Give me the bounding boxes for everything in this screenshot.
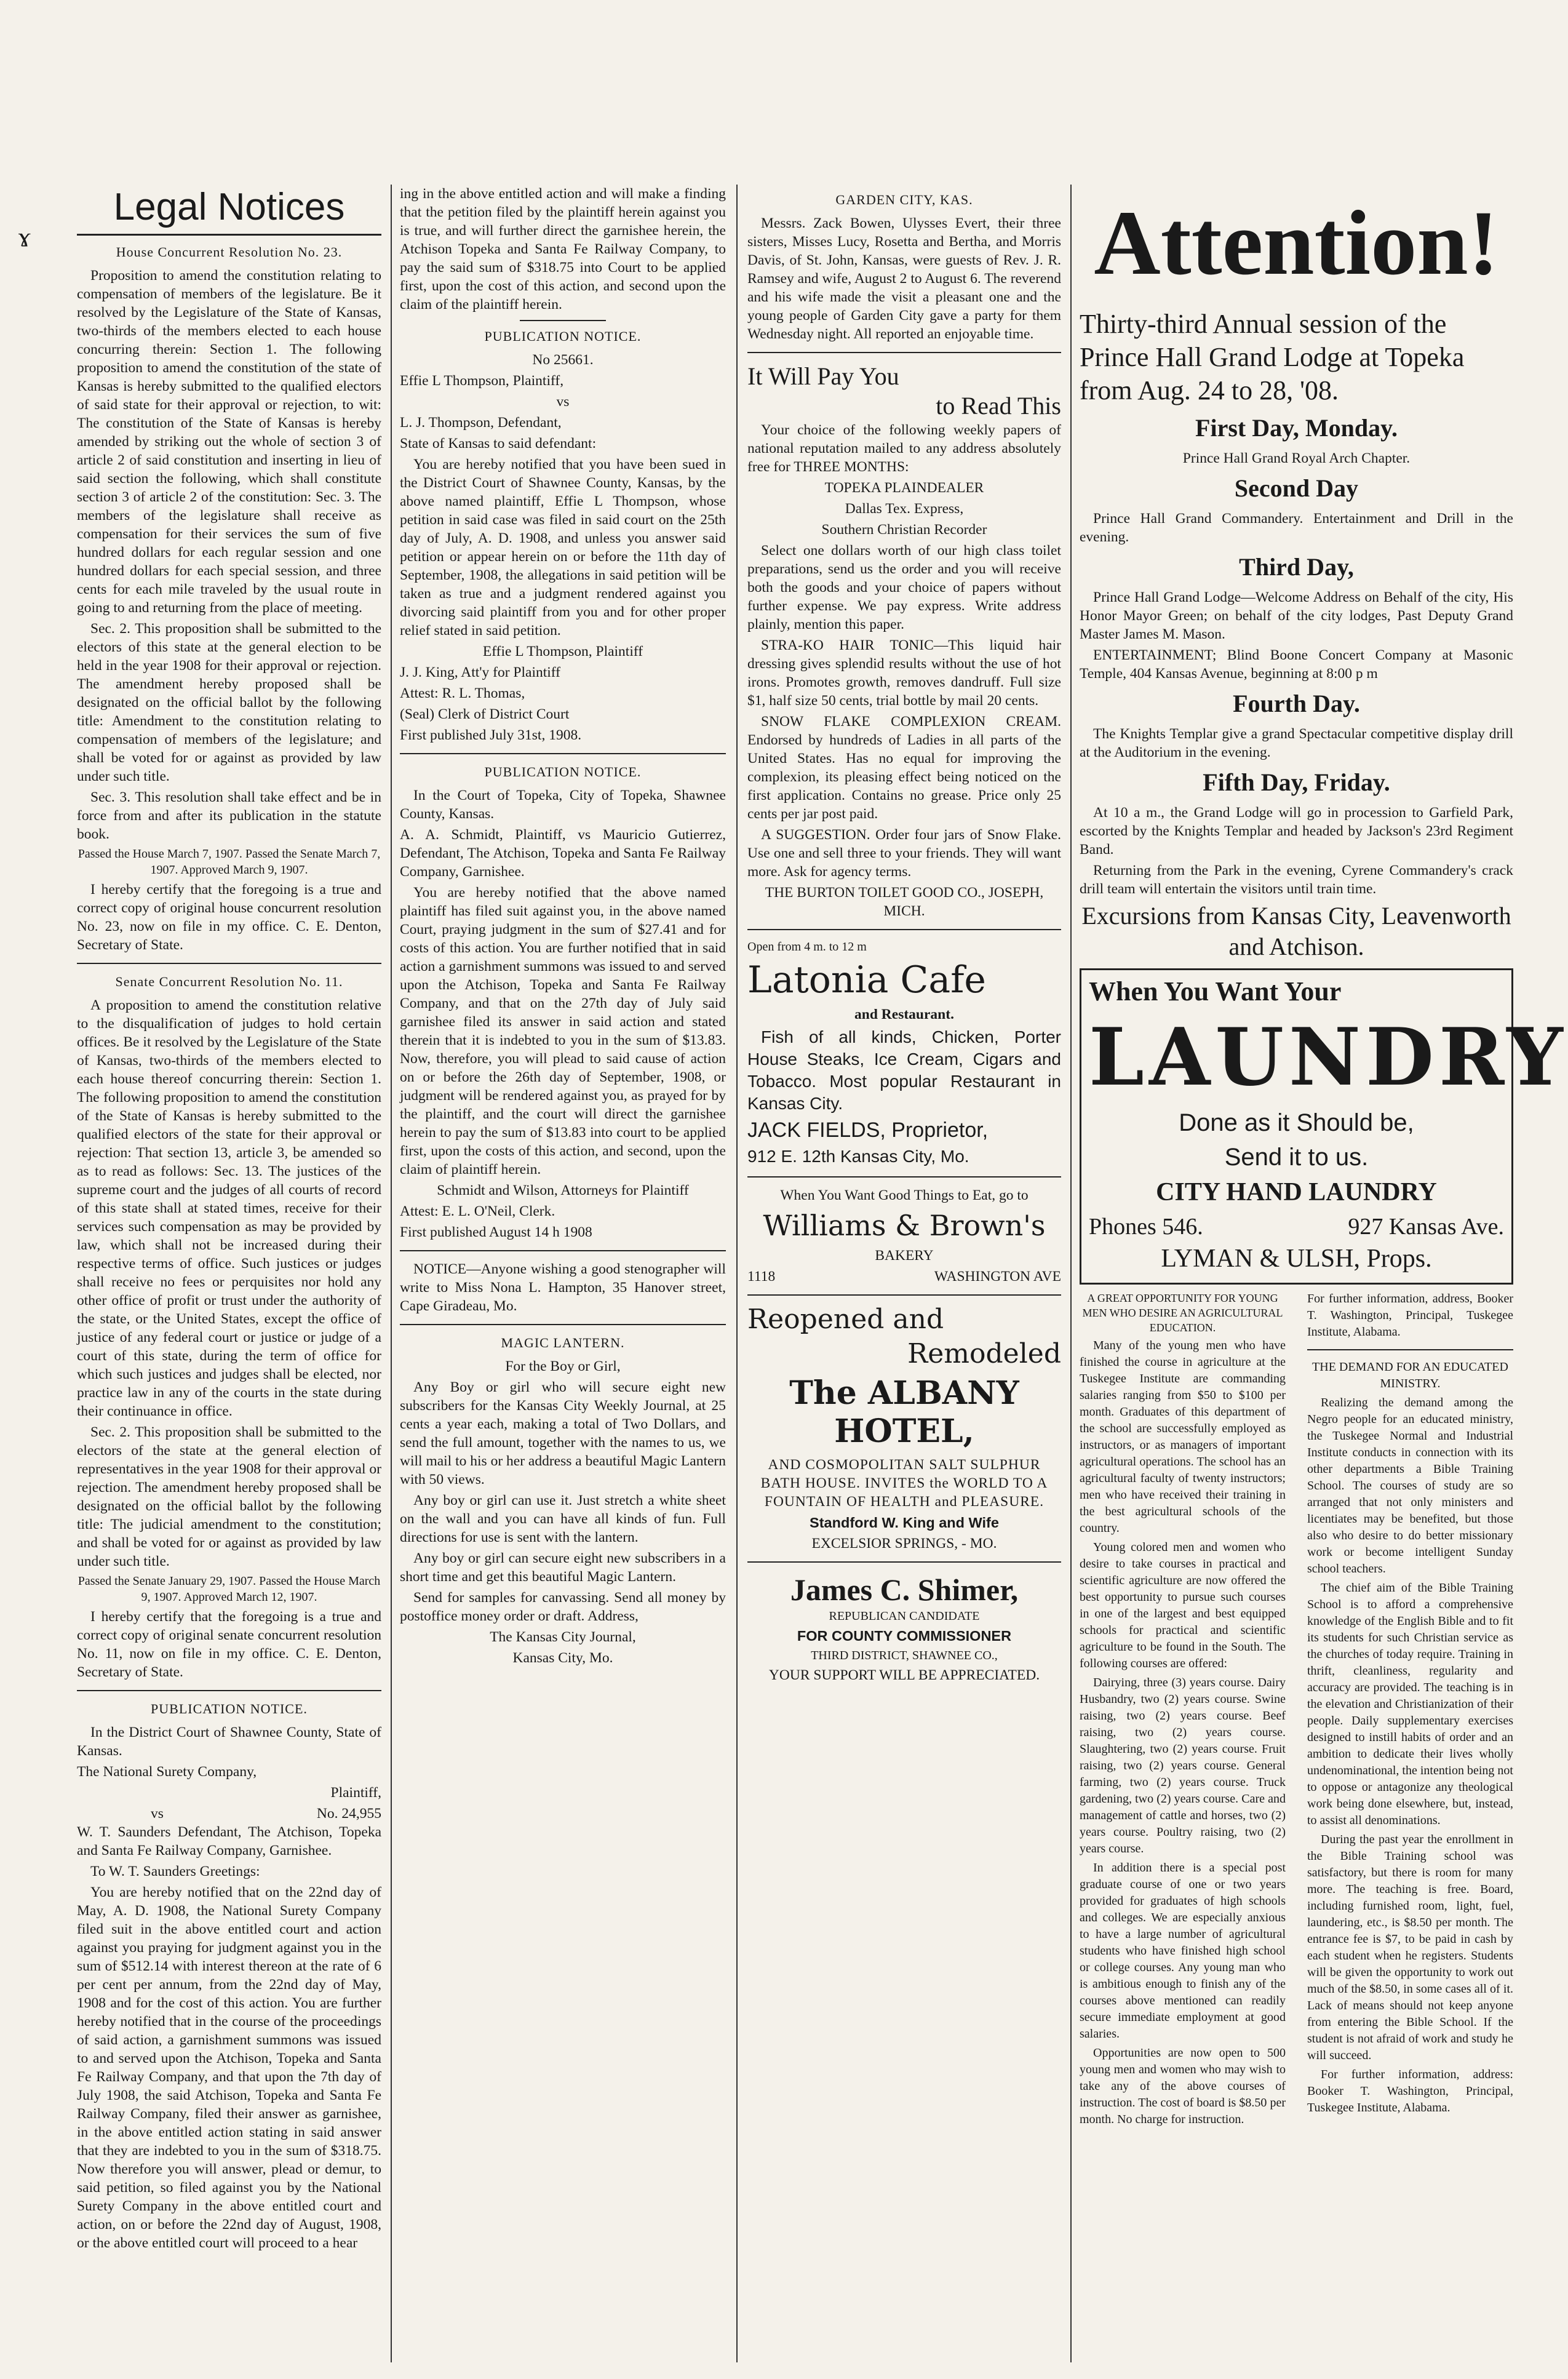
publication-notice-body: You are hereby notified that on the 22nd day of May, A. D. 1908, the National Surety Company filed suit in the above entitled court and action against you praying for judgment against you in the sum of $512.14 with interest thereon at the rate of 6 per cent per annum, from the 22nd day of May, 1908 and for the cost of this action. You are further hereby notified that in the course of the proceedings of said action, a garnishment summons was issued to and served upon the Atchison, Topeka and Santa Fe Railway Company, and that upon the 7th day of July 1908, the said Atchison, Topeka and Santa Fe Railway Company, filed their answer as garnishee, in the above entitled action stating in said answer that they are indebted to you in the sum of $318.75. Now therefore you will answer, plead or demur, to said petition, so filed against you by the National Surety Company in the above entitled court and action, on or before the 22nd day of August, 1908, or the above entitled court will proceed to a hear [77,1884,381,2251]
pay-you-body: Your choice of the following weekly papers of national reputation mailed to any address absolutely free for THREE MONTHS: [747,422,1061,475]
bakery-tagline: When You Want Good Things to Eat, go to [780,1187,1029,1203]
day-2-body: Prince Hall Grand Commandery. Entertainment and Drill in the evening. [1080,511,1513,545]
albany-hotel-name: The ALBANY HOTEL, [789,1374,1019,1450]
scr11-body: A proposition to amend the constitution relative to the disqualification of judges to hold certain offices. Be it resolved by the Legislature of the State of Kansas, two-thirds of the members elected to each house thereof concurring therein: Section 1. The following proposition to amend the constitution of the State of Kansas is hereby submitted to the qualified electors of the state for their approval or rejection: That section 13, article 3, be amended so as to read as follows: Sec. 13. The justices of the supreme court and the judges of all courts of record of this state shall at stated times, receive for their services such compensation as may be provided by law, which shall not be increased during their respective terms of office. Such justices or judges shall receive no fees or perquisites nor hold any other office of profit or trust under the authority of the state, or the United States, except the office of justice of any federal court or justice or judge of a court of this state, during the term of office for which such justices and judges shall be elected, nor practice law in any of the courts in the state during their continuance in office. [77,997,381,1419]
day-1-heading: First Day, Monday. [1195,414,1398,442]
laundry-heading: LAUNDRY [1089,1011,1568,1104]
day-5-body-2: Returning from the Park in the evening, Cyrene Commandery's crack drill team will entertain the visitors until train time. [1080,863,1513,897]
publication-notice-2-seal: (Seal) Clerk of District Court [400,706,570,722]
laundry-ad [1080,968,1568,1285]
column-notices [400,185,726,2362]
publication-notice-2-signature: Effie L Thompson, Plaintiff [482,644,643,660]
scr11-passed: Passed the Senate January 29, 1907. Passed the House March 9, 1907. Approved March 12, 1907. [78,1574,381,1604]
versus-label: vs [151,1806,164,1822]
shimer-name: James C. Shimer, [790,1572,1019,1607]
publication-notice-2-body: You are hereby notified that you have been sued in the District Court of Shawnee County, Kansas, by the above named plaintiff, Effie L Thompson, whose petition in said case was filed in said court on the 25th day of July, A. D. 1908, and unless you answer said petition or appear herein on or before the 11th day of September, 1908, the allegations in said petition will be taken as true and a judgment rendered against you divorcing said plaintiff from you and for other proper relief stated in said petition. [400,456,726,639]
strako-ad: STRA-KO HAIR TONIC—This liquid hair dressing gives splendid results without the use of hot irons. Promotes growth, removes dandruff. Full size $1, half size 50 cents, trial bottle by mail 20 cents. [747,637,1061,709]
scr11-section-2: Sec. 2. This proposition shall be submitted to the electors of the state at the general election of representatives in the year 1908 for their approval or rejection. The amendment hereby proposed shall be designated on the official ballot by the following title: The judicial amendment to the constitution; and shall be voted for or against as provided by law under such title. [77,1424,381,1569]
bakery-address [747,1267,1061,1286]
publication-notice-court: In the District Court of Shawnee County, State of Kansas. [77,1724,381,1759]
hotel-reopened: Reopened and [747,1304,944,1335]
magic-lantern-address-2: Kansas City, Mo. [512,1650,613,1666]
tuskegee-contact: For further information, address, Booker T. Washington, Principal, Tuskegee Institute, Alabama. [1307,1292,1513,1339]
pay-you-body-2: Select one dollars worth of our high class toilet preparations, send us the order and you will receive both the goods and your choice of papers without further expense. We pay express. Write address plainly, mention this paper. [747,543,1061,632]
shimer-candidate: REPUBLICAN CANDIDATE [829,1609,980,1623]
tuskegee-section [1080,1291,1513,2126]
column-rule [391,185,392,2362]
divider [400,1324,726,1325]
publication-notice-2-number: No 25661. [532,352,594,368]
laundry-line-2: Send it to us. [1224,1144,1369,1171]
day-5-body-1: At 10 a m., the Grand Lodge will go in procession to Garfield Park, escorted by the Knights Templar and headed by Jackson's 23rd Regiment Band. [1080,805,1513,858]
ministry-contact: For further information, address: Booker T. Washington, Principal, Tuskegee Institute, Alabama. [1307,2068,1513,2114]
divider [747,929,1061,930]
publication-notice-2-first-published: First published July 31st, 1908. [400,727,582,743]
snow-flake-ad: SNOW FLAKE COMPLEXION CREAM. Endorsed by hundreds of Ladies in all parts of the United States. Has no equal for improving the complexion, its pleasing effect being noticed on the first application. Contains no grease. Price only 25 cents per jar post paid. [747,714,1061,822]
ministry-body-3: During the past year the enrollment in the Bible Training school was satisfactory, but there is room for many more. The teaching is free. Board, including furnished room, light, fuel, laundering, etc., is $8.50 per month. The entrance fee is $7, to be paid in cash by each student when he registers. Students will be given the opportunity to work out much of the $8.50, in some cases all of it. Lack of means should not keep anyone from entering the Bible School. If the student is not afraid of work and study he will succeed. [1307,1833,1513,2062]
ministry-body-2: The chief aim of the Bible Training School is to afford a comprehensive knowledge of the English Bible and to fit its students for such Christian service as the churches of today require. Training in thrift, cleanliness, regularity and accuracy are provided. The teaching is in the elevation and Christianization of their people. Daily supplementary exercises designed to instill habits of order and an ambition to dedicate their lives wholly undenominational, the intention being not to oppose or antagonize any theological work being done elsewhere, but, instead, to assist all denominations. [1307,1581,1513,1827]
paper-dallas-express: Dallas Tex. Express, [845,501,964,517]
latonia-subheading: and Restaurant. [854,1006,954,1022]
column-rule [736,185,738,2362]
publication-notice-2-heading: PUBLICATION NOTICE. [484,329,642,344]
tuskegee-body-1: Many of the young men who have finished the course in agriculture at the Tuskegee Institute are commanding salaries ranging from $50 to $100 per month. Graduates of this department of the school are successfully employed as instructors, or as managers of important agricultural operations. The school has an agricultural faculty of twenty instructors; men who have received their training in the best agricultural schools of the country. [1080,1339,1286,1535]
bakery-address-number: 1118 [747,1269,776,1285]
publication-notice-plaintiff-label: Plaintiff, [330,1785,381,1801]
divider [77,1690,381,1691]
column-legal-notices [77,185,381,2362]
day-1-body: Prince Hall Grand Royal Arch Chapter. [1182,450,1411,466]
hotel-owner: Standford W. King and Wife [810,1515,999,1531]
column-rule [1070,185,1072,2362]
divider [747,352,1061,353]
publication-notice-heading: PUBLICATION NOTICE. [151,1701,308,1716]
publication-notice-3-signature: Schmidt and Wilson, Attorneys for Plaintiff [437,1182,689,1198]
divider [747,1561,1061,1563]
hcr23-body: Proposition to amend the constitution relating to compensation of members of the legislature. Be it resolved by the Legislature of the State of Kansas, two-thirds of the members elected to each house concurring therein: Section 1. The following proposition to amend the constitution of the state of Kansas is hereby submitted to the qualified electors of said state for their approval or rejection, to wit: The constitution of the State of Kansas is hereby amended by striking out the whole of section 3 of article 2 of said constitution and inserting in lieu of said section the following, which shall constitute section 3 of article 2 of the constitution: Sec. 3. The members of the legislature shall receive as compensation for their services the sum of five hundred dollars for each regular session and one hundred dollars for each special session, and three cents for each mile traveled by the usual route in going to and returning from the place of meeting. [77,268,381,616]
divider [400,753,726,754]
publication-notice-3-court: In the Court of Topeka, City of Topeka, Shawnee County, Kansas. [400,787,726,822]
tuskegee-body-5: Opportunities are now open to 500 young men and women who may wish to take any of the above courses of instruction. The cost of board is $8.50 per month. No charge for instruction. [1080,2046,1286,2126]
laundry-tagline: When You Want Your [1089,976,1342,1006]
ministry-body-1: Realizing the demand among the Negro people for an educated ministry, the Tuskegee Normal and Industrial Institute conducts in connection with its other departments a Bible Training School. The courses of study are so arranged that not only ministers and licentiates may be benefited, but those also who desire to do better missionary work or become intelligent Sunday school teachers. [1307,1396,1513,1576]
laundry-proprietors: LYMAN & ULSH, Props. [1161,1245,1432,1273]
publication-notice-3-attest: Attest: E. L. O'Neil, Clerk. [400,1203,555,1219]
shimer-office: FOR COUNTY COMMISSIONER [797,1628,1012,1644]
educated-ministry-ad [1307,1291,1513,2119]
attention-subheading: Thirty-third Annual session of the Prince Hall Grand Lodge at Topeka from Aug. 24 to 28, '08. [1080,309,1465,405]
magic-lantern-address-1: The Kansas City Journal, [490,1629,636,1645]
day-3-heading: Third Day, [1239,553,1354,581]
latonia-hours: Open from 4 m. to 12 m [747,940,867,954]
laundry-address: 927 Kansas Ave. [1348,1214,1504,1240]
garden-city-body: Messrs. Zack Bowen, Ulysses Evert, their three sisters, Misses Lucy, Rosetta and Bertha, and Morris Davis, of St. John, Kansas, were guests of Rev. J. R. Ramsey and wife, August 2 to August 6. The reverend and his wife made the visit a pleasant one and the young people of Garden City gave a party for them Wednesday night. All reported an enjoyable time. [747,215,1061,342]
pay-you-heading-2: to Read This [936,392,1061,420]
laundry-company-name: CITY HAND LAUNDRY [1156,1178,1437,1206]
latonia-proprietor: JACK FIELDS, Proprietor, [747,1118,989,1142]
tuskegee-body-3: Dairying, three (3) years course. Dairy Husbandry, two (2) years course. Swine raising, two (2) years course. Beef raising, two (2) years course. Slaughtering, two (2) years course. Fruit raising, two (2) years course. General farming, two (2) years course. Truck gardening, two (2) years course. Care and management of cattle and horses, two (2) years course. Poultry raising, two (2) years course. [1080,1676,1286,1855]
publication-notice-2-versus: vs [556,394,570,410]
day-2-heading: Second Day [1234,474,1359,502]
publication-notice-3-body: You are hereby notified that the above named plaintiff has filed suit against you, in the above named Court, praying judgment in the sum of $27.41 and for costs of this action. You are further notified that in said action a garnishment summons was issued to and served upon the Atchison, Topeka and Santa Fe Railway Company, and that on the 27th day of July said garnishee filed its answer in said action and stated therein that it is indebted to you in the sum of $13.83. Now, therefore, you will plead to said cause of action on or before the 26th day of September, 1908, or judgment will be rendered against you, as prayed for by the plaintiff, and the court will direct the garnishee herein to pay the sum of $13.83 into court to be applied first, upon the costs of this action, and second, upon the claim of plaintiff herein. [400,885,726,1178]
publication-notice-plaintiff-name: The National Surety Company, [77,1764,257,1780]
publication-notice-2-attorney: J. J. King, Att'y for Plaintiff [400,664,561,680]
case-number: No. 24,955 [316,1806,381,1822]
bakery-subheading: BAKERY [875,1248,934,1264]
publication-notice-3-parties: A. A. Schmidt, Plaintiff, vs Mauricio Gutierrez, Defendant, The Atchison, Topeka and Santa Fe Railway Company, Garnishee. [400,827,726,880]
laundry-line-1: Done as it Should be, [1179,1109,1414,1136]
magic-lantern-body-2: Any boy or girl can use it. Just stretch a white sheet on the wall and you can have all kinds of fun. Full directions for use is sent with the lantern. [400,1492,726,1545]
bakery-name: Williams & Brown's [763,1209,1046,1242]
margin-mark: ɤ [18,222,31,252]
divider [747,1176,1061,1178]
tuskegee-body-4: In addition there is a special post graduate course of one or two years provided for graduates of high schools and colleges. We are especially anxious to have a large number of agricultural students who have finished high school or college courses. Any young man who is ambitious enough to finish any of the courses above mentioned can readily secure immediate employment at good salaries. [1080,1861,1286,2041]
hcr23-heading: House Concurrent Resolution No. 23. [116,244,343,260]
publication-notice-2-defendant: L. J. Thompson, Defendant, [400,415,562,431]
magic-lantern-body-3: Any boy or girl can secure eight new subscribers in a short time and get this beautiful Magic Lantern. [400,1550,726,1585]
latonia-body: Fish of all kinds, Chicken, Porter House Steaks, Ice Cream, Cigars and Tobacco. Most popular Restaurant in Kansas City. [747,1027,1061,1113]
day-5-heading: Fifth Day, Friday. [1203,768,1390,796]
column-announcements [1080,185,1568,2362]
tuskegee-agriculture-ad [1080,1291,1286,2130]
publication-notice-defendants: W. T. Saunders Defendant, The Atchison, Topeka and Santa Fe Railway Company, Garnishee. [77,1824,381,1859]
hotel-body: AND COSMOPOLITAN SALT SULPHUR BATH HOUSE. INVITES the WORLD TO A FOUNTAIN OF HEALTH and PLEASURE. [760,1457,1048,1510]
legal-notices-title: Legal Notices [77,185,381,236]
excursions-notice: Excursions from Kansas City, Leavenworth and Atchison. [1081,902,1511,960]
day-3-entertainment: ENTERTAINMENT; Blind Boone Concert Company at Masonic Temple, 404 Kansas Avenue, beginning at 8:00 p m [1080,647,1513,682]
suggestion-ad: A SUGGESTION. Order four jars of Snow Flake. Use one and sell three to your friends. They will want more. Ask for agency terms. [747,827,1061,880]
hcr23-certification: I hereby certify that the foregoing is a true and correct copy of original house concurrent resolution No. 23, now on file in my office. C. E. Denton, Secretary of State. [77,882,381,953]
divider [400,1250,726,1251]
day-4-heading: Fourth Day. [1233,690,1360,717]
case-number-row [77,1804,381,1823]
magic-lantern-body-1: Any Boy or girl who will secure eight new subscribers for the Kansas City Weekly Journal, at 25 cents a year each, making a total of Two Dollars, and send the full amount, together with the names to us, we will mail to his or her address a beautiful Magic Lantern with 50 views. [400,1379,726,1488]
divider [747,1294,1061,1296]
publication-notice-3-heading: PUBLICATION NOTICE. [484,764,642,779]
hotel-remodeled: Remodeled [907,1338,1061,1369]
scr11-certification: I hereby certify that the foregoing is a true and correct copy of original senate concurrent resolution No. 11, now on file in my office. C. E. Denton, Secretary of State. [77,1609,381,1680]
magic-lantern-subheading: For the Boy or Girl, [505,1358,621,1374]
publication-notice-greeting: To W. T. Saunders Greetings: [90,1863,260,1879]
notice-continuation: ing in the above entitled action and will make a finding that the petition filed by the plaintiff herein against you is true, and will further direct the garnishee herein, the Atchison Topeka and Santa Fe Railway Company, to pay the said sum of $318.75 into Court to be applied first, upon the cost of this action, and second upon the claim of the plaintiff herein. [400,186,726,313]
divider [520,320,606,321]
laundry-phone: Phones 546. [1089,1214,1203,1240]
hcr23-section-2: Sec. 2. This proposition shall be submitted to the electors of this state at the general election to be held in the year 1908 for their approval or rejection. The amendment hereby proposed shall be designated on the official ballot by the following title: Amendment to the constitution relating to compensation of members of the legislature; and shall be voted for or against as provided by law under such title. [77,621,381,784]
attention-heading: Attention! [1094,192,1499,294]
ministry-heading: THE DEMAND FOR AN EDUCATED MINISTRY. [1312,1360,1508,1390]
day-4-body: The Knights Templar give a grand Spectacular competitive display drill at the Auditorium in the evening. [1080,726,1513,760]
latonia-address: 912 E. 12th Kansas City, Mo. [747,1147,969,1166]
column-ads [747,185,1061,2362]
hotel-place: EXCELSIOR SPRINGS, - MO. [811,1536,997,1552]
tuskegee-heading: A GREAT OPPORTUNITY FOR YOUNG MEN WHO DESIRE AN AGRICULTURAL EDUCATION. [1082,1292,1283,1334]
divider [77,963,381,964]
burton-company: THE BURTON TOILET GOOD CO., JOSEPH, MICH. [765,885,1044,919]
scr11-heading: Senate Concurrent Resolution No. 11. [115,974,343,989]
paper-southern-christian-recorder: Southern Christian Recorder [821,522,987,538]
stenographer-notice: NOTICE—Anyone wishing a good stenographer will write to Miss Nona L. Hampton, 35 Hanover street, Cape Giradeau, Mo. [400,1261,726,1314]
tuskegee-body-2: Young colored men and women who desire to take courses in practical and scientific agriculture are now offered the best opportunity to pursue such courses in one of the largest and best equipped schools for practical and scientific agriculture to be found in the South. The following courses are offered: [1080,1540,1286,1670]
divider [1307,1349,1513,1350]
publication-notice-2-plaintiff: Effie L Thompson, Plaintiff, [400,373,564,389]
publication-notice-2-attest: Attest: R. L. Thomas, [400,685,525,701]
pay-you-heading-1: It Will Pay You [747,362,899,390]
hcr23-section-3: Sec. 3. This resolution shall take effect and be in force from and after its publication in the statute book. [77,789,381,842]
laundry-contact-row [1089,1211,1504,1242]
day-3-body: Prince Hall Grand Lodge—Welcome Address on Behalf of the city, His Honor Mayor Green; on behalf of the city lodges, Past Deputy Grand Master James M. Mason. [1080,589,1513,642]
publication-notice-3-first-published: First published August 14 h 1908 [400,1224,592,1240]
shimer-district: THIRD DISTRICT, SHAWNEE CO., [811,1649,998,1662]
bakery-address-street: WASHINGTON AVE [934,1269,1061,1285]
garden-city-heading: GARDEN CITY, KAS. [835,192,973,207]
hcr23-passed: Passed the House March 7, 1907. Passed the Senate March 7, 1907. Approved March 9, 1907. [78,847,381,877]
shimer-support: YOUR SUPPORT WILL BE APPRECIATED. [768,1667,1040,1683]
latonia-cafe-name: Latonia Cafe [747,958,986,1002]
magic-lantern-body-4: Send for samples for canvassing. Send all money by postoffice money order or draft. Address, [400,1590,726,1624]
newspaper-page [77,185,1568,2362]
magic-lantern-heading: MAGIC LANTERN. [501,1335,625,1350]
publication-notice-2-state: State of Kansas to said defendant: [400,436,597,452]
paper-topeka-plaindealer: TOPEKA PLAINDEALER [824,480,984,496]
